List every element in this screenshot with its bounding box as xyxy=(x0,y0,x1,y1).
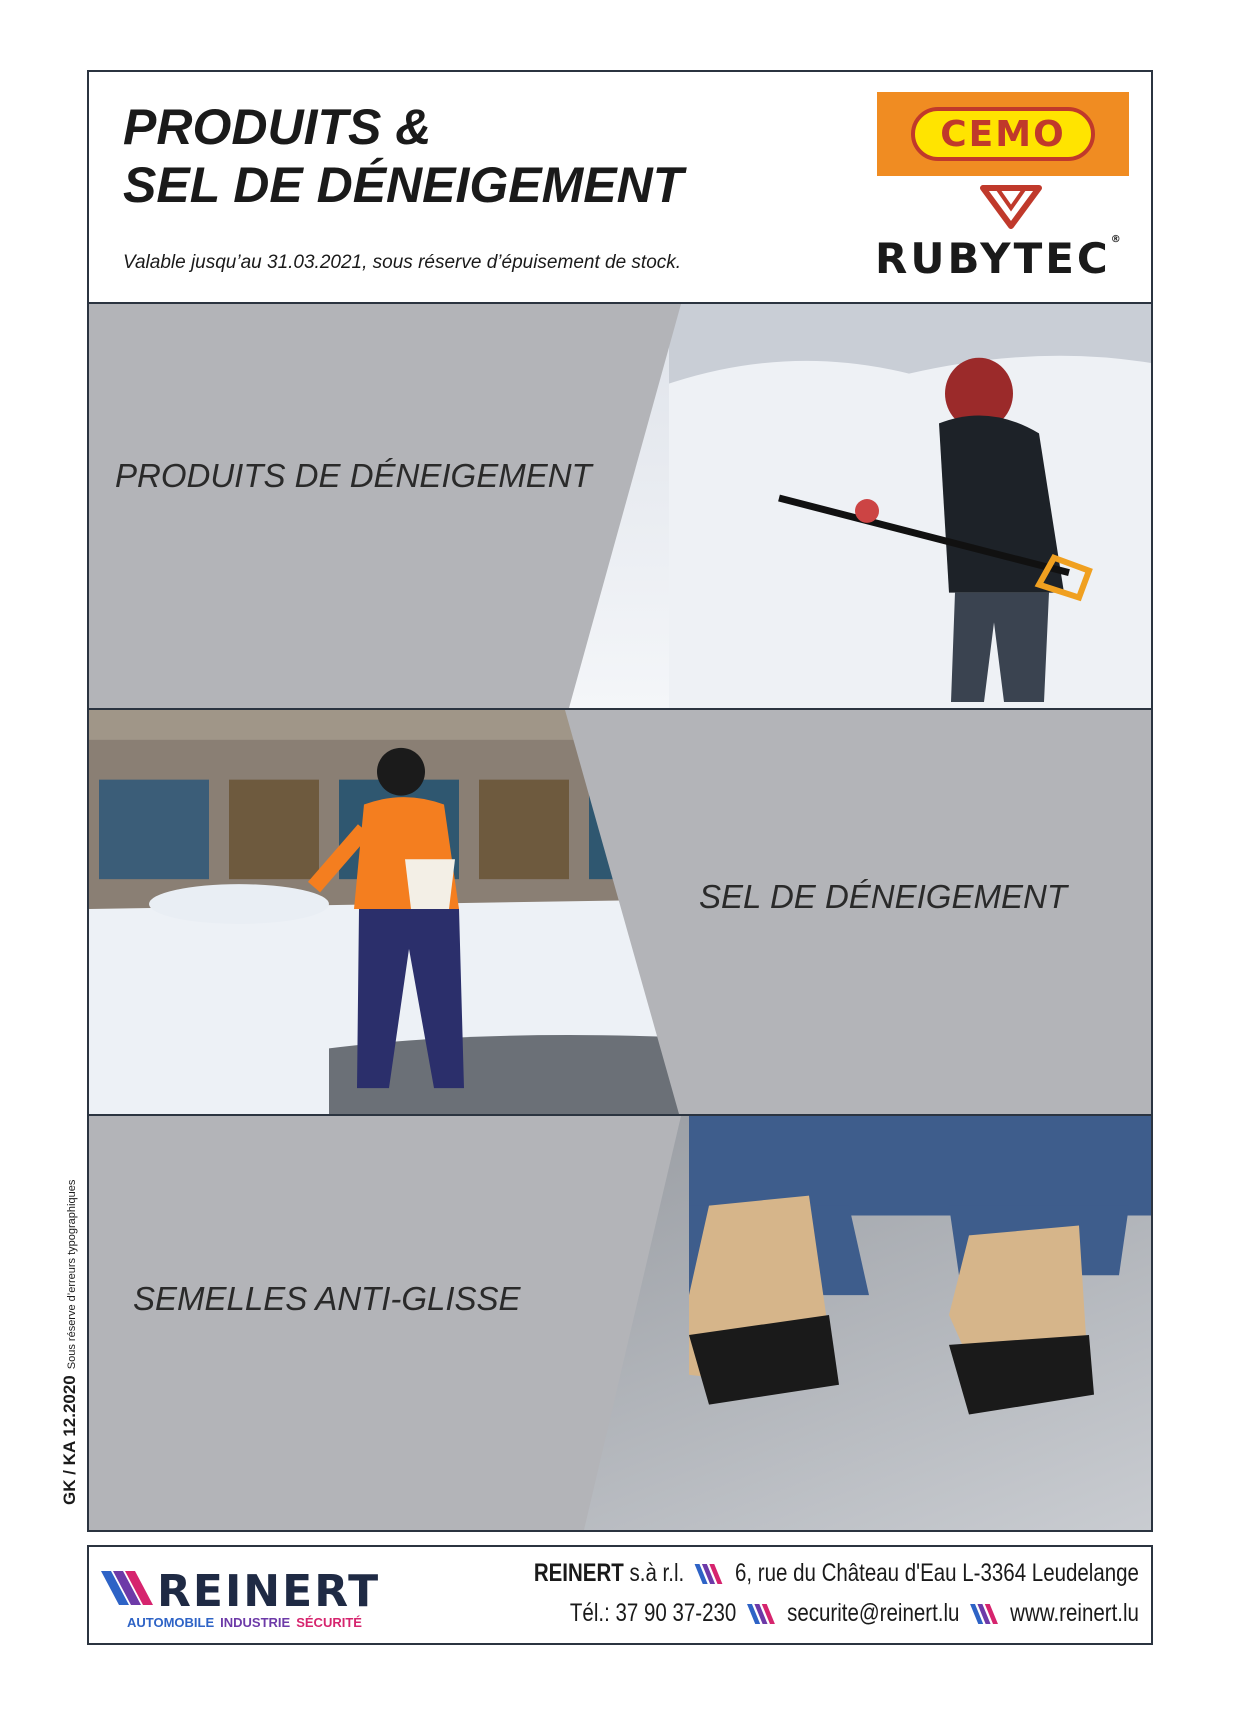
company-suffix: s.à r.l. xyxy=(629,1559,685,1587)
validity-note: Valable jusqu’au 31.03.2021, sous réserve d’épuisement de stock. xyxy=(123,252,682,273)
reinert-tagline xyxy=(127,1615,362,1630)
rubytec-gem-icon xyxy=(975,182,1047,230)
company-address: 6, rue du Château d'Eau L-3364 Leudelange xyxy=(734,1559,1139,1587)
tagline-industrie: INDUSTRIE xyxy=(220,1615,291,1630)
tagline-securite: SÉCURITÉ xyxy=(296,1615,362,1630)
cemo-logo-text: CEMO xyxy=(911,107,1095,161)
panel-anti-slip xyxy=(87,1116,1153,1532)
registered-mark: ® xyxy=(1110,234,1121,245)
reinert-logo-text: REINERT xyxy=(157,1566,381,1611)
panel-snow-products xyxy=(87,304,1153,710)
contact-line-2 xyxy=(570,1599,1139,1628)
reinert-logo xyxy=(99,1565,399,1611)
footer-box xyxy=(87,1545,1153,1645)
panel-label-2: SEL DE DÉNEIGEMENT xyxy=(699,878,1067,915)
company-name: REINERT xyxy=(533,1559,624,1587)
snow-shoveling-photo xyxy=(89,304,1153,708)
side-note xyxy=(60,1180,80,1505)
title-line-1: PRODUITS & xyxy=(123,99,432,155)
rubytec-logo xyxy=(875,234,1121,283)
header-box xyxy=(87,70,1153,304)
panel-label-3: SEMELLES ANTI-GLISSE xyxy=(133,1280,521,1317)
side-note-text: Sous réserve d’erreurs typographiques xyxy=(66,1179,78,1370)
company-website[interactable]: www.reinert.lu xyxy=(1010,1599,1139,1627)
company-email[interactable]: securite@reinert.lu xyxy=(787,1599,960,1627)
title-line-2: SEL DE DÉNEIGEMENT xyxy=(123,157,684,213)
rubytec-logo-text: RUBYTEC xyxy=(875,234,1111,283)
cemo-logo xyxy=(877,92,1129,176)
slashes-icon xyxy=(970,1604,1000,1624)
slashes-icon xyxy=(747,1604,777,1624)
page-title xyxy=(123,98,683,214)
panel-salt xyxy=(87,710,1153,1116)
side-note-code: GK / KA 12.2020 xyxy=(60,1375,79,1505)
tagline-automobile: AUTOMOBILE xyxy=(127,1615,215,1630)
panel-label-1: PRODUITS DE DÉNEIGEMENT xyxy=(115,457,592,494)
contact-line-1 xyxy=(534,1559,1139,1588)
anti-slip-soles-photo xyxy=(89,1116,1153,1530)
company-phone: Tél.: 37 90 37-230 xyxy=(569,1599,737,1627)
slashes-icon xyxy=(695,1564,725,1584)
